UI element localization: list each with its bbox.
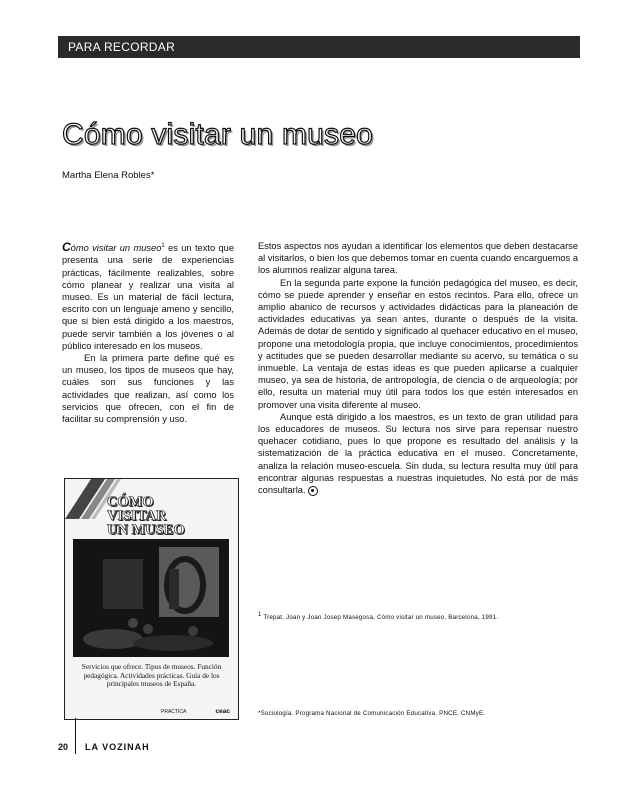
section-header: PARA RECORDAR (58, 36, 580, 58)
paragraph: En la segunda parte expone la función pedagógica del museo, es decir, cómo se puede aprender y enseñar en estos recintos. Para ello, ofrece un amplio abanico de recursos y actividades didácticas para la planeación de actividades educativas ya sean antes, durante o después de la visita. Además de dotar de sentido y significado al quehacer educativo en el museo, propone una metodología propia, que incluye conocimientos, procedimientos y actitudes que se pueden desarrollar mediante su acervo, su temática o su inmueble. La ventaja de estas ideas es que pueden aplicarse a cualquier museo, ya sea de historia, de antropología, de ciencia o de arqueología; por ello, resulta un material muy útil para todos los que estén interesados en promover una visita diferente al museo. (258, 277, 578, 410)
paragraph (62, 240, 234, 352)
paragraph-text: es un texto que presenta una serie de experiencias prácticas, fácilmente realizables, sobre cómo planear y realizar una visita al museo. Es un material de fácil lectura, escrito con un lenguaje ameno y sencillo, que si bien está dirigido a los maestros, puede servir también a los jóvenes o al público interesado en los museos. (62, 243, 234, 351)
publisher-series: PRACTICA (161, 709, 187, 715)
folio-divider (75, 718, 76, 754)
article-author: Martha Elena Robles* (62, 170, 155, 181)
footnote-1: $^1$ Trepat, Joan y Joan Josep Masegosa, Cómo visitar un museo, Barcelona, 1991. (258, 612, 499, 622)
book-title-inline: ómo visitar un museo (70, 243, 162, 254)
footnote-ref: 1 (161, 243, 165, 249)
paragraph-text: Aunque está dirigido a los maestros, es un texto de gran utilidad para los educadores de museos. Su lectura nos sirve para repensar nuestro quehacer cotidiano, pues lo que propone es resultado del análisis y la sistematización de la práctica educativa en el museo. Concretamente, analiza la relación museo-escuela. Sin duda, su lectura resulta muy útil para encontrar algunas respuestas a nuestras inquietudes. No está por de más consultarla. (258, 411, 578, 496)
publisher-logo: ceac (215, 708, 230, 715)
paragraph: Estos aspectos nos ayudan a identificar los elementos que deben destacarse al visitarlos, o bien los que debemos tomar en cuenta cuando encarguemos a los alumnos realizar alguna tarea. (258, 241, 578, 276)
magazine-name: LA VOZINAH (85, 742, 150, 752)
cover-title: CÓMO VISITAR UN MUSEO (107, 494, 185, 538)
page-number: 20 (58, 742, 69, 752)
end-mark-icon (308, 486, 318, 496)
column-right (258, 240, 578, 496)
article-title: Cómo visitar un museo (62, 118, 373, 151)
cover-caption: Servicios que ofrece. Tipos de museos. Función pedagógica. Actividades prácticas. Guía de los principales museos de España. (81, 662, 222, 688)
paragraph: En la primera parte define qué es un museo, los tipos de museos que hay, cuáles son sus funciones y las actividades que realizan, así como los servicios que ofrecen, con el fin de facilitar su comprensión y uso. (62, 352, 234, 424)
book-cover-image (64, 478, 239, 720)
paragraph (258, 411, 578, 496)
museum-photo (73, 539, 229, 657)
footnote-author: *Sociología. Programa Nacional de Comunicación Educativa. PNCE. CNMyE. (258, 710, 486, 717)
drop-cap: C (62, 240, 71, 255)
column-left (62, 240, 234, 425)
